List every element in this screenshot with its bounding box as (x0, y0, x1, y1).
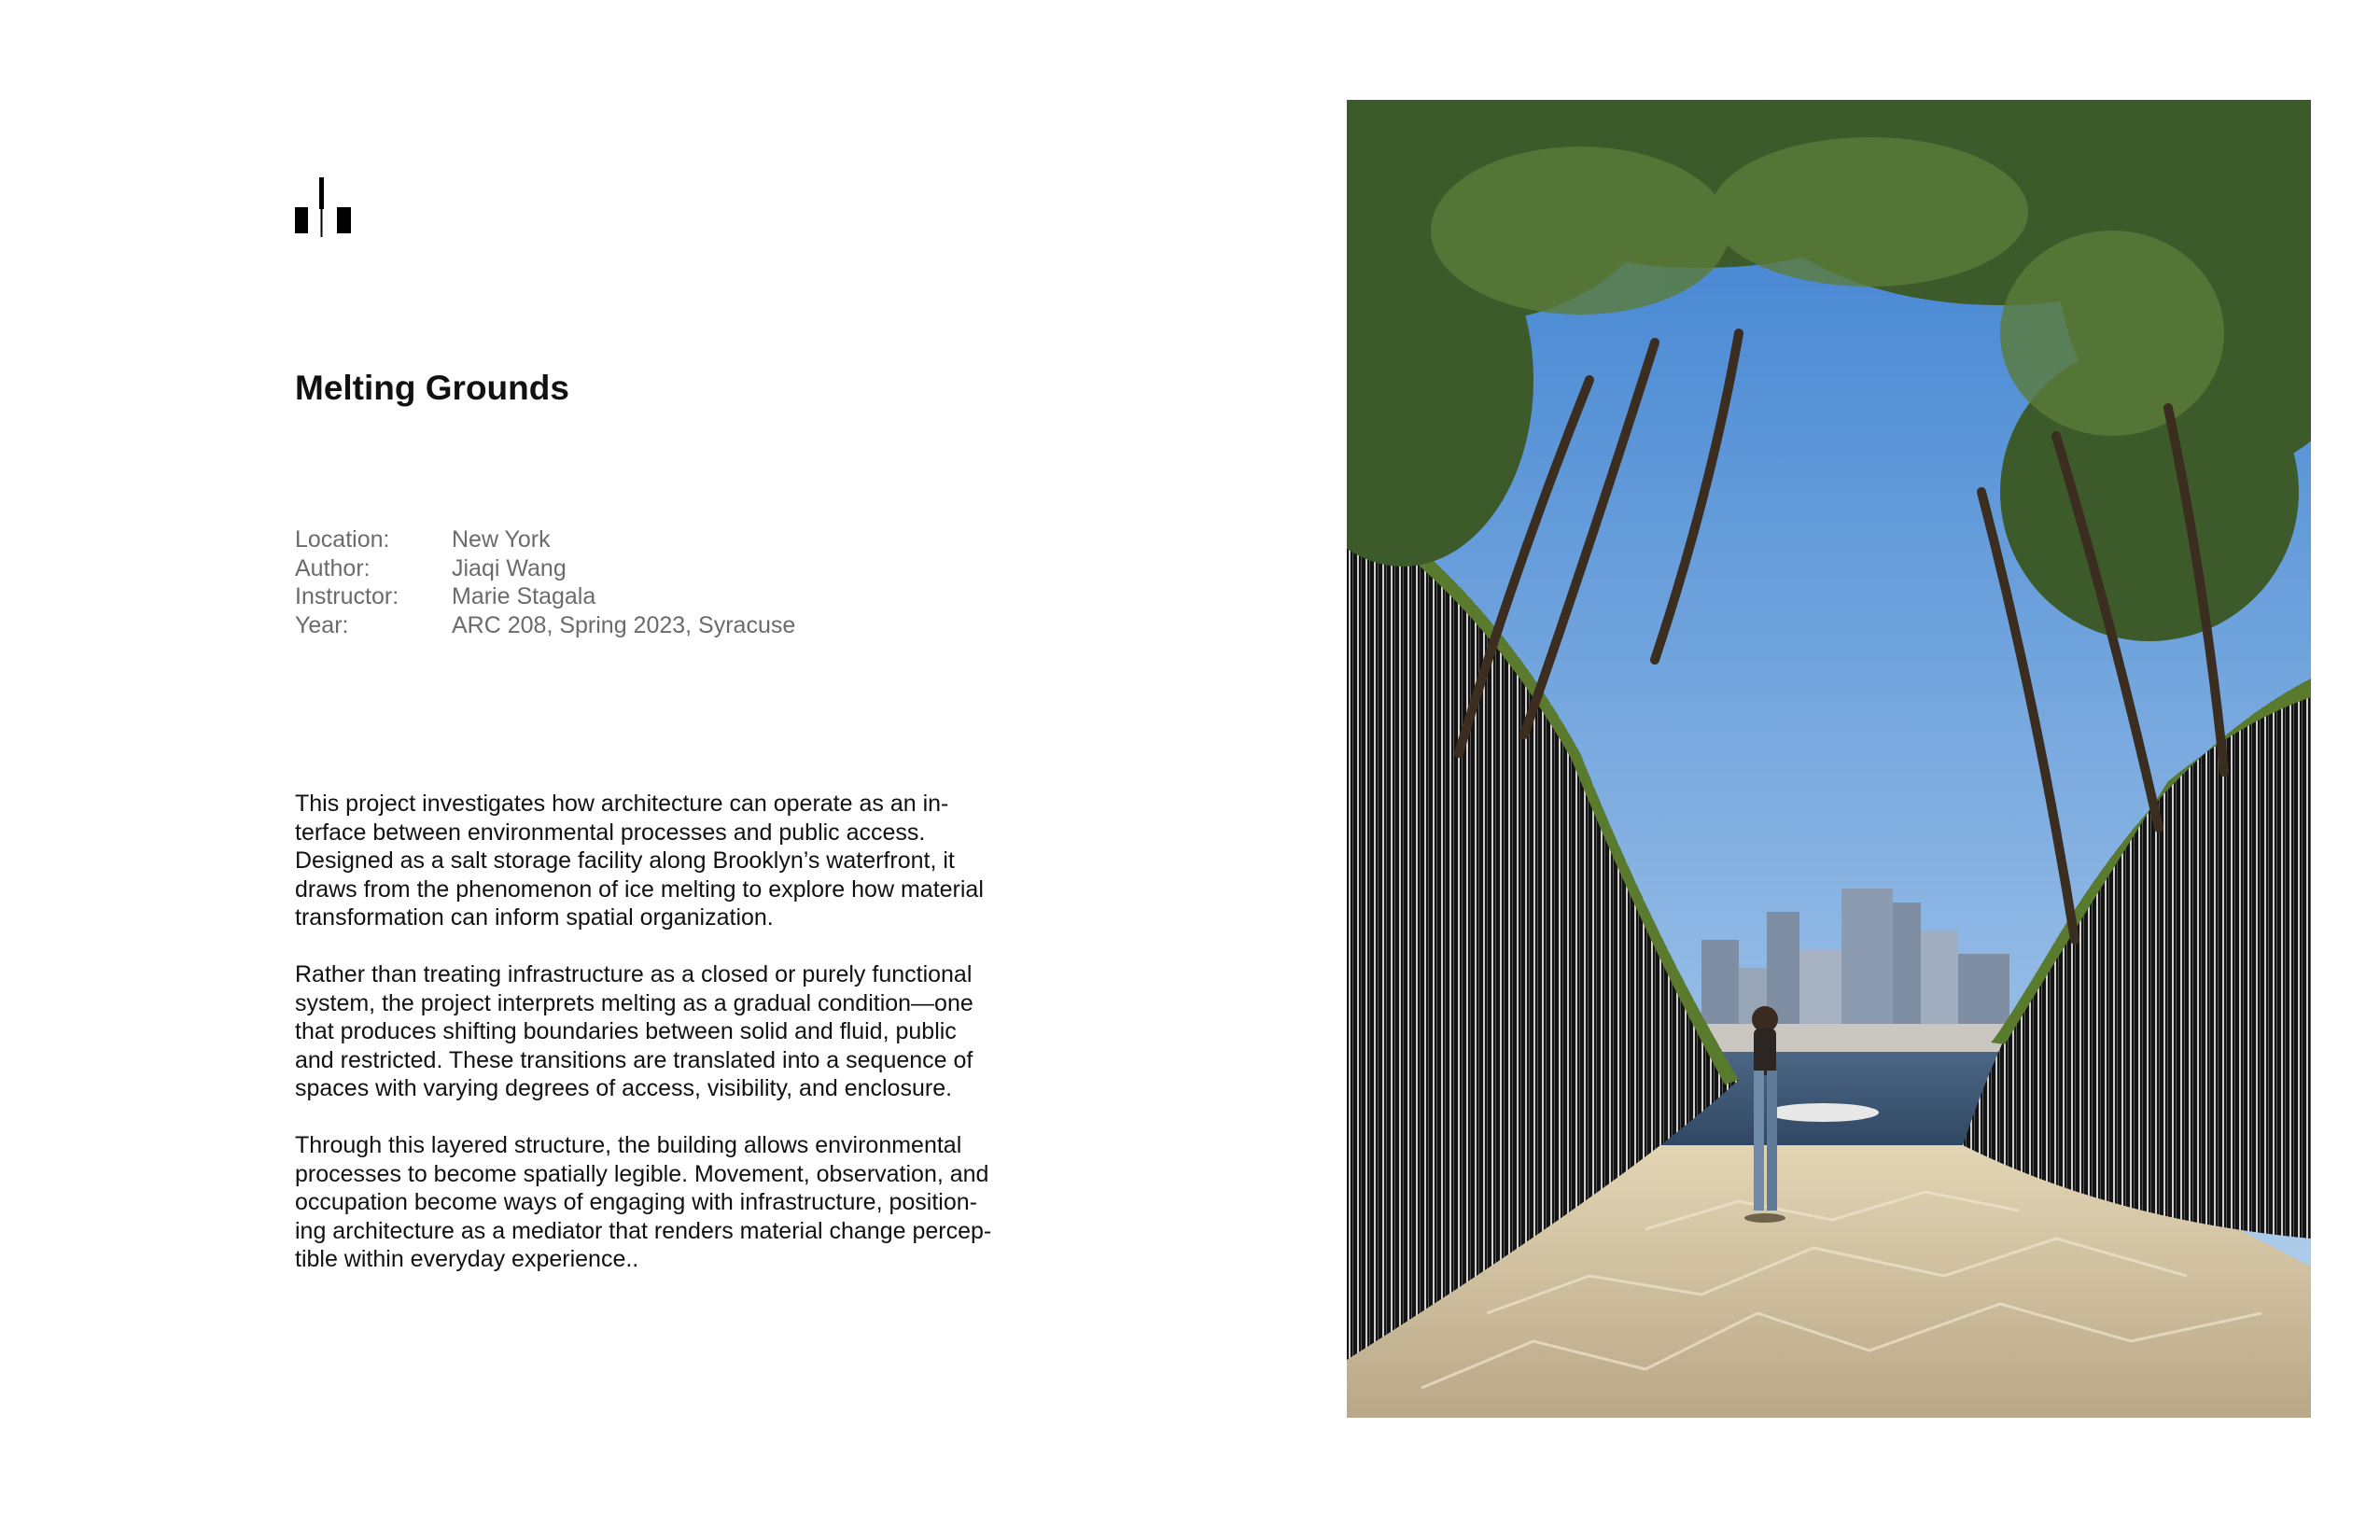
description-paragraph: This project investigates how architecture can operate as an in- terface between environmental processes and public access. Designed as a salt storage facility along Brooklyn’s waterfront, it draws from the phenomenon of ice melting to explore how material transformation can inform spatial organization. (295, 791, 984, 931)
meta-row-year (295, 611, 795, 640)
project-description (295, 790, 1023, 1302)
description-paragraph: Through this layered structure, the building allows environmental processes to become spatially legible. Movement, observation, and occupation become ways of engaging with infrastructure, position- ing architecture as a mediator that renders material change percep- tible within everyday experience.. (295, 1132, 992, 1272)
description-paragraph: Rather than treating infrastructure as a closed or purely functional system, the project interprets melting as a gradual condition—one that produces shifting boundaries between solid and fluid, public and restricted. These transitions are translated into a sequence of spaces with varying degrees of access, visibility, and enclosure. (295, 961, 973, 1101)
meta-label: Author: (295, 554, 371, 581)
meta-value: Marie Stagala (452, 583, 596, 609)
meta-row-instructor (295, 582, 795, 611)
project-title: Melting Grounds (295, 369, 569, 407)
meta-label: Instructor: (295, 583, 399, 609)
meta-value: Jiaqi Wang (452, 554, 567, 581)
rendering-image (1347, 100, 2311, 1418)
meta-value: New York (452, 526, 551, 553)
meta-label: Year: (295, 611, 349, 638)
meta-row-location (295, 525, 795, 554)
meta-label: Location: (295, 526, 390, 553)
studio-logo-icon (295, 177, 353, 237)
meta-row-author (295, 554, 795, 583)
meta-value: ARC 208, Spring 2023, Syracuse (452, 611, 796, 638)
project-meta (295, 525, 795, 639)
